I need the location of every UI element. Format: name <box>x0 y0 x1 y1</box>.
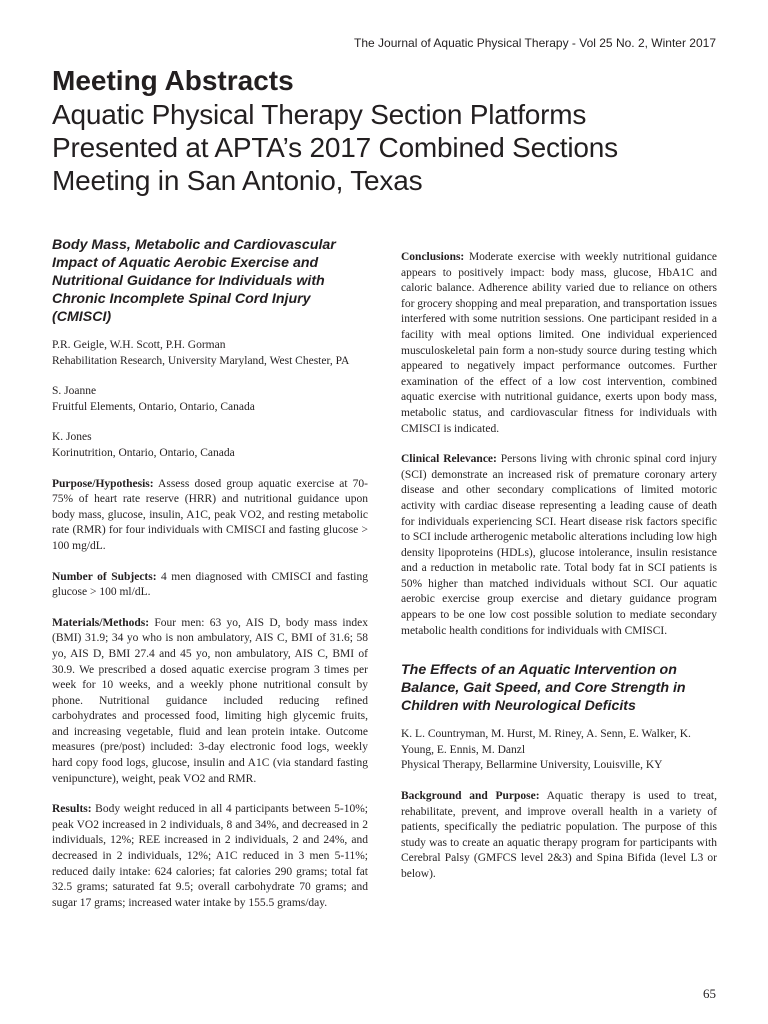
page-title-block <box>52 64 722 197</box>
page-subtitle-line-3: Meeting in San Antonio, Texas <box>52 165 423 196</box>
results-label: Results: <box>52 803 92 816</box>
article-2-title: The Effects of an Aquatic Intervention on Balance, Gait Speed, and Core Strength in Children with Neurological Deficits <box>401 662 686 715</box>
subjects-text: 4 men diagnosed with CMISCI and fasting glucose > 100 ml/dL. <box>52 570 368 599</box>
subjects-label: Number of Subjects: <box>52 570 157 583</box>
clinical-relevance-paragraph <box>401 452 717 639</box>
subjects-paragraph <box>52 570 368 601</box>
article-1-authors-1: P.R. Geigle, W.H. Scott, P.H. Gorman <box>52 339 226 351</box>
article-2-authors: K. L. Countryman, M. Hurst, M. Riney, A. Senn, E. Walker, K. Young, E. Ennis, M. Danzl <box>401 728 691 756</box>
methods-text: Four men: 63 yo, AIS D, body mass index (BMI) 31.9; 34 yo who is non ambulatory, AIS C, BMI of 31.6; 58 yo, AIS D, BMI 27.4 and 45 yo, non ambulatory, AIS C, BMI of 30.9. We prescribed a dosed aquatic exercise program 3 times per week for 10 weeks, and a weekly phone nutritional consult by phone. Nutritional guidance included reducing refined carbohydrates and processed food, limiting high glycemic fruits, and increasing vegetable, fluid and lean protein intake. Outcome measures (pre/post) included: 3-day electronic food logs, weekly hard copy food logs, glucose, insulin and A1C (via standard fasting venipuncture), weight, peak VO2 and RMR. <box>52 616 368 785</box>
conclusions-label: Conclusions: <box>401 251 465 263</box>
page-subtitle-line-1: Aquatic Physical Therapy Section Platforms <box>52 99 587 130</box>
article-1-authors-3: K. Jones <box>52 431 92 444</box>
article-1-authors-2: S. Joanne <box>52 385 97 398</box>
article-1-affiliation-2: Fruitful Elements, Ontario, Ontario, Canada <box>52 400 255 413</box>
background-text: Aquatic therapy is used to treat, rehabilitate, prevent, and improve overall health in a variety of patients, specifically the pediatric population. The purpose of this study was to create an aquatic therapy program for participants with Cerebral Palsy (GMFCS level 2&3) and Spina Bifida (level L3 or below). <box>401 790 717 880</box>
page-subtitle-line-2: Presented at APTA’s 2017 Combined Sections <box>52 132 618 163</box>
results-text: Body weight reduced in all 4 participants between 5-10%; peak VO2 increased in 2 individuals, 8 and 34%, and decreased in 2 individuals, 12%; REE increased in 2 individuals, 2 and 24%, and decreased in 2 individuals, 12%; A1C reduced in 3 men 5-11%; reduced daily intake: 624 calories; fat calories 290 grams; total fat 32.5 grams; saturated fat 9.5; overall carbohydrate 70 grams; and sugar 17 grams; increased water intake by 155.5 grams/day. <box>52 803 368 909</box>
clinical-relevance-label: Clinical Relevance: <box>401 453 497 466</box>
background-paragraph <box>401 789 717 883</box>
purpose-text: Assess dosed group aquatic exercise at 70-75% of heart rate reserve (HRR) and nutritional guidance upon body mass, glucose, insulin, A1C, peak VO2, and resting metabolic rate (RMR) for four individuals with CMISCI and fasting glucose > 100 mg/dL. <box>52 477 368 552</box>
article-1-affiliation-1: Rehabilitation Research, University Maryland, West Chester, PA <box>52 354 350 367</box>
purpose-label: Purpose/Hypothesis: <box>52 477 154 490</box>
left-column <box>52 236 368 926</box>
page-number: 65 <box>703 986 716 1001</box>
article-1-title: Body Mass, Metabolic and Cardiovascular Impact of Aquatic Aerobic Exercise and Nutritional Guidance for Individuals with Chronic Incomplete Spinal Cord Injury (CMISCI) <box>52 237 336 325</box>
page-title: Meeting Abstracts <box>52 65 294 96</box>
conclusions-paragraph <box>401 250 717 437</box>
clinical-relevance-text: Persons living with chronic spinal cord injury (SCI) demonstrate an increased risk of premature coronary artery disease and other secondary complications of limited motoric activity with cardiac disease representing a leading cause of death for individuals experiencing SCI. Heart disease risk factors specific to SCI include artherogenic metabolic alterations including low high density lipoproteins (HDLs), glucose intolerance, insulin resistance and a reduction in metabolic rate. Total body fat in SCI patients is 50% higher than matched individuals without SCI. Our aquatic aerobic exercise group exercise and dietary guidance program appears to be one low cost possible solution to mediate secondary metabolic health conditions for individuals with CMISCI. <box>401 453 718 637</box>
article-2-affiliation: Physical Therapy, Bellarmine University, Louisville, KY <box>401 759 663 772</box>
methods-paragraph <box>52 616 368 788</box>
methods-label: Materials/Methods: <box>52 616 150 629</box>
background-label: Background and Purpose: <box>401 790 540 803</box>
article-1-affiliation-3: Korinutrition, Ontario, Ontario, Canada <box>52 446 235 459</box>
purpose-paragraph <box>52 477 368 555</box>
right-column <box>401 250 717 898</box>
running-head: The Journal of Aquatic Physical Therapy - Vol 25 No. 2, Winter 2017 <box>354 36 716 50</box>
conclusions-text: Moderate exercise with weekly nutritional guidance appears to positively impact: body mass, glucose, HbA1C and caloric balance. Adherence ability varied due to reliance on others for grocery shopping and meal preparation, and transportation issues interfered with some nutrition sessions. One participant resided in a facility with meal options limited. One individual experienced musculoskeletal pain form a non-study source during testing which appeared to negatively impact performance outcomes. Further examination of the effect of a low cost intervention, combined aquatic exercise with nutritional guidance, exerts upon body mass, metabolic status, and cardiovascular fitness for individuals with CMISCI is indicated. <box>401 251 717 435</box>
results-paragraph <box>52 802 368 911</box>
